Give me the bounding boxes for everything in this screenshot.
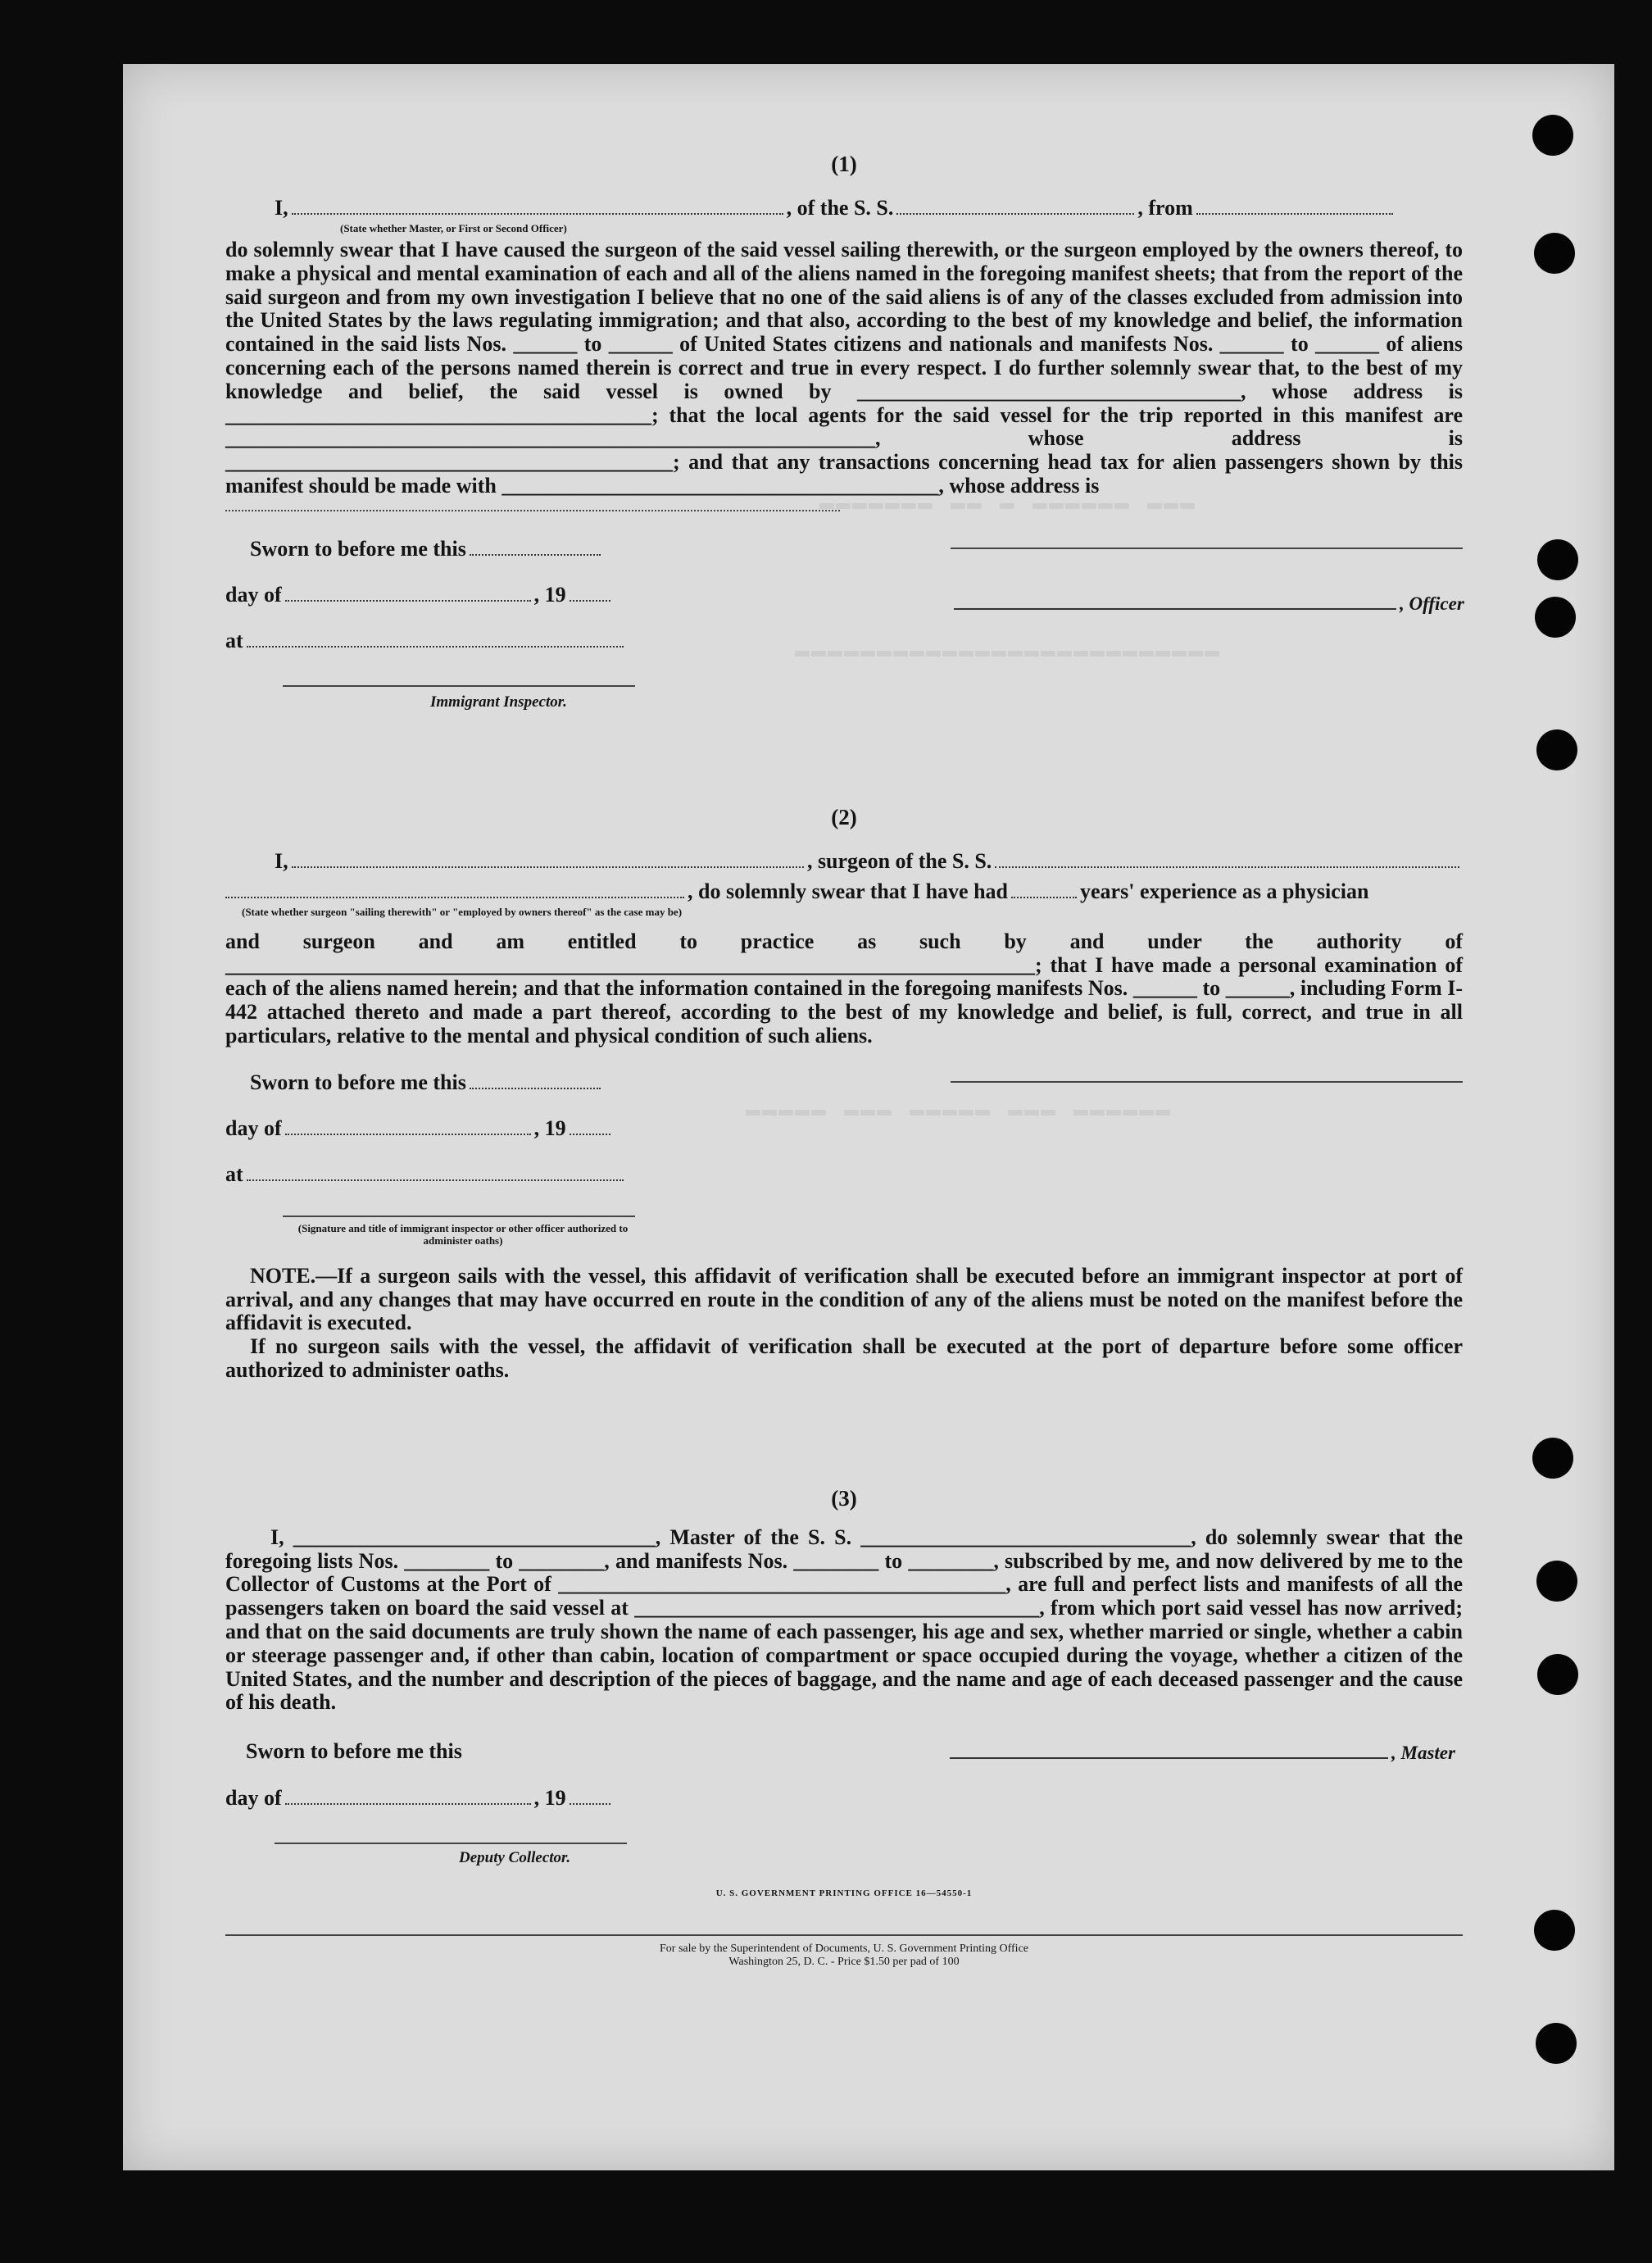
signature-note: (Signature and title of immigrant inspector or other officer authorized to administer oaths) xyxy=(297,1221,629,1247)
month-field[interactable] xyxy=(285,1116,531,1135)
footer-line-1: For sale by the Superintendent of Documents, U. S. Government Printing Office xyxy=(660,1943,1028,1956)
place-field[interactable] xyxy=(247,628,624,648)
affidavit-form xyxy=(225,142,1463,1969)
inspector-label: Immigrant Inspector. xyxy=(430,693,567,711)
master-label: , Master xyxy=(1391,1743,1455,1764)
section2-oath-paragraph: and surgeon and am entitled to practice as such by and under the authority of ____________________________________________________________________________; that I have made a personal examination of each of the aliens named herein; and that the information contained in the foregoing manifests Nos. ______ to ______, including Form I-442 attached thereto and made a part thereof, according to the best of my knowledge and belief, is full, correct, and true in all particulars, relative to the mental and physical condition of such aliens. xyxy=(225,929,1463,1047)
surgeon-name-field[interactable] xyxy=(292,848,804,868)
document-sheet xyxy=(123,64,1614,2170)
sworn-label: Sworn to before me this xyxy=(246,1739,462,1764)
deputy-signature-line[interactable] xyxy=(275,1843,627,1844)
punch-hole xyxy=(1532,115,1573,156)
note-paragraph-2: If no surgeon sails with the vessel, the affidavit of verification shall be executed at the port of departure before some officer authorized to administer oaths. xyxy=(225,1334,1463,1382)
years-field[interactable] xyxy=(1011,879,1077,898)
section3-oath-paragraph: I, __________________________________, Master of the S. S. _______________________________, do solemnly swear that the foregoing lists Nos. ________ to ________, and manifests Nos. ________ to ________, subscribed by me, and now delivered by me to the Collector of Customs at the Port of __________________________________________, are full and perfect lists and manifests of all the passengers taken on board the said vessel at ______________________________________, from which port said vessel has now arrived; and that on the said documents are truly shown the name of each passenger, his age and sex, whether married or single, whether a cabin or steerage passenger and, if other than cabin, location of compartment or space occupied during the voyage, whether a citizen of the United States, and the number and description of the pieces of baggage, and the name and age of each deceased passenger and the cause of his death. xyxy=(225,1525,1463,1715)
year-field[interactable] xyxy=(570,1785,610,1805)
vessel-name-field[interactable] xyxy=(896,195,1134,215)
surgeon-of-label: , surgeon of the S. S. xyxy=(806,848,992,873)
day-of-label: day of xyxy=(225,1116,282,1140)
place-field[interactable] xyxy=(247,1161,624,1181)
address-continuation-line[interactable] xyxy=(225,510,840,511)
master-note: (State whether Master, or First or Second Officer) xyxy=(340,222,567,234)
year-label: , 19 xyxy=(533,1116,566,1140)
punch-hole xyxy=(1534,233,1575,274)
years-label: years' experience as a physician xyxy=(1080,879,1369,903)
sworn-date-field[interactable] xyxy=(470,1070,601,1089)
month-field[interactable] xyxy=(285,582,531,602)
section3-signature-block xyxy=(225,1739,1463,1879)
section1-header-row xyxy=(225,195,1463,220)
punch-hole xyxy=(1536,2023,1577,2064)
swear-had-label: , do solemnly swear that I have had xyxy=(688,879,1009,903)
at-label: at xyxy=(225,628,243,652)
punch-hole xyxy=(1532,1438,1573,1479)
section1-signature-block xyxy=(225,536,1463,741)
punch-hole xyxy=(1536,729,1577,770)
vessel-name-field[interactable] xyxy=(995,848,1459,868)
day-of-label: day of xyxy=(225,582,282,607)
master-name-field[interactable] xyxy=(292,195,783,215)
officer-title-line[interactable] xyxy=(954,590,1396,610)
punch-hole xyxy=(1534,1910,1575,1951)
at-label: at xyxy=(225,1161,243,1186)
from-port-field[interactable] xyxy=(1196,195,1393,215)
i-label: I, xyxy=(275,848,288,873)
of-ss-label: , of the S. S. xyxy=(786,196,894,220)
from-label: , from xyxy=(1137,196,1193,220)
sailing-note: (State whether surgeon "sailing therewith" or "employed by owners thereof" as the case may be) xyxy=(242,905,683,918)
year-label: , 19 xyxy=(533,582,566,607)
section-number: (2) xyxy=(831,804,857,829)
surgeon-signature-line[interactable] xyxy=(951,1081,1463,1083)
deputy-label: Deputy Collector. xyxy=(459,1849,571,1867)
officer-signature-line[interactable] xyxy=(951,548,1463,549)
punch-hole xyxy=(1537,539,1578,580)
sworn-date-field[interactable] xyxy=(470,536,601,556)
punch-hole xyxy=(1537,1654,1578,1695)
section2-signature-block xyxy=(225,1070,1463,1266)
bleed-through-text: ▬▬▬▬▬▬▬ ▬▬ ▬ ▬▬▬▬▬▬ ▬▬▬ xyxy=(819,490,1197,518)
i-label: I, xyxy=(275,196,288,220)
official-signature-line[interactable] xyxy=(283,1216,635,1217)
section-number: (1) xyxy=(831,152,857,176)
punch-hole xyxy=(1535,597,1576,638)
master-signature-line[interactable] xyxy=(950,1739,1388,1759)
inspector-signature-line[interactable] xyxy=(283,685,635,687)
officer-label: , Officer xyxy=(1400,593,1464,614)
year-field[interactable] xyxy=(570,582,610,602)
footer-line-2: Washington 25, D. C. - Price $1.50 per pad of 100 xyxy=(728,1956,960,1969)
printing-office-code: U. S. GOVERNMENT PRINTING OFFICE 16—54550-1 xyxy=(715,1888,973,1899)
year-field[interactable] xyxy=(570,1116,610,1135)
month-field[interactable] xyxy=(285,1785,531,1805)
bleed-through-text: ▬▬▬▬▬▬▬▬▬▬▬▬▬▬▬▬▬▬▬▬▬▬▬▬▬▬ xyxy=(795,638,1222,666)
footer-rule xyxy=(225,1934,1463,1936)
bleed-through-text: ▬▬▬▬▬ ▬▬▬ ▬▬▬▬▬ ▬▬▬ ▬▬▬▬▬▬ xyxy=(746,1097,1173,1125)
sworn-label: Sworn to before me this xyxy=(250,1070,466,1094)
section1-oath-paragraph: do solemnly swear that I have caused the surgeon of the said vessel sailing therewith, or the surgeon employed by the owners thereof, to make a physical and mental examination of each and all of the aliens named in the foregoing manifest sheets; that from the report of the said surgeon and from my own investigation I believe that no one of the said aliens is of any of the classes excluded from admission into the United States by the laws regulating immigration; and that also, according to the best of my knowledge and belief, the information contained in the said lists Nos. ______ to ______ of United States citizens and nationals and manifests Nos. ______ to ______ of aliens concerning each of the persons named therein is correct and true in every respect. I do further solemnly swear that, to the best of my knowledge and belief, the said vessel is owned by ____________________________________, whose address is ________________________________________; that the local agents for the said vessel for the trip reported in this manifest are _____________________________________________________________, whose address is __________________________________________; and that any transactions concerning head tax for alien passengers shown by this manifest should be made with _________________________________________, whose address is xyxy=(225,238,1463,498)
section2-header-row xyxy=(225,848,1463,874)
year-label: , 19 xyxy=(533,1786,566,1811)
sailing-status-field[interactable] xyxy=(225,879,684,898)
section-number: (3) xyxy=(831,1485,857,1511)
day-of-label: day of xyxy=(225,1786,282,1811)
sworn-label: Sworn to before me this xyxy=(250,536,466,561)
note-paragraph-1: NOTE.—If a surgeon sails with the vessel, this affidavit of verification shall be executed before an immigrant inspector at port of arrival, and any changes that may have occurred en route in the condition of any of the aliens must be noted on the manifest before the affidavit is executed. xyxy=(225,1263,1463,1335)
section2-header-row-2 xyxy=(225,879,1463,904)
punch-hole xyxy=(1536,1561,1577,1602)
